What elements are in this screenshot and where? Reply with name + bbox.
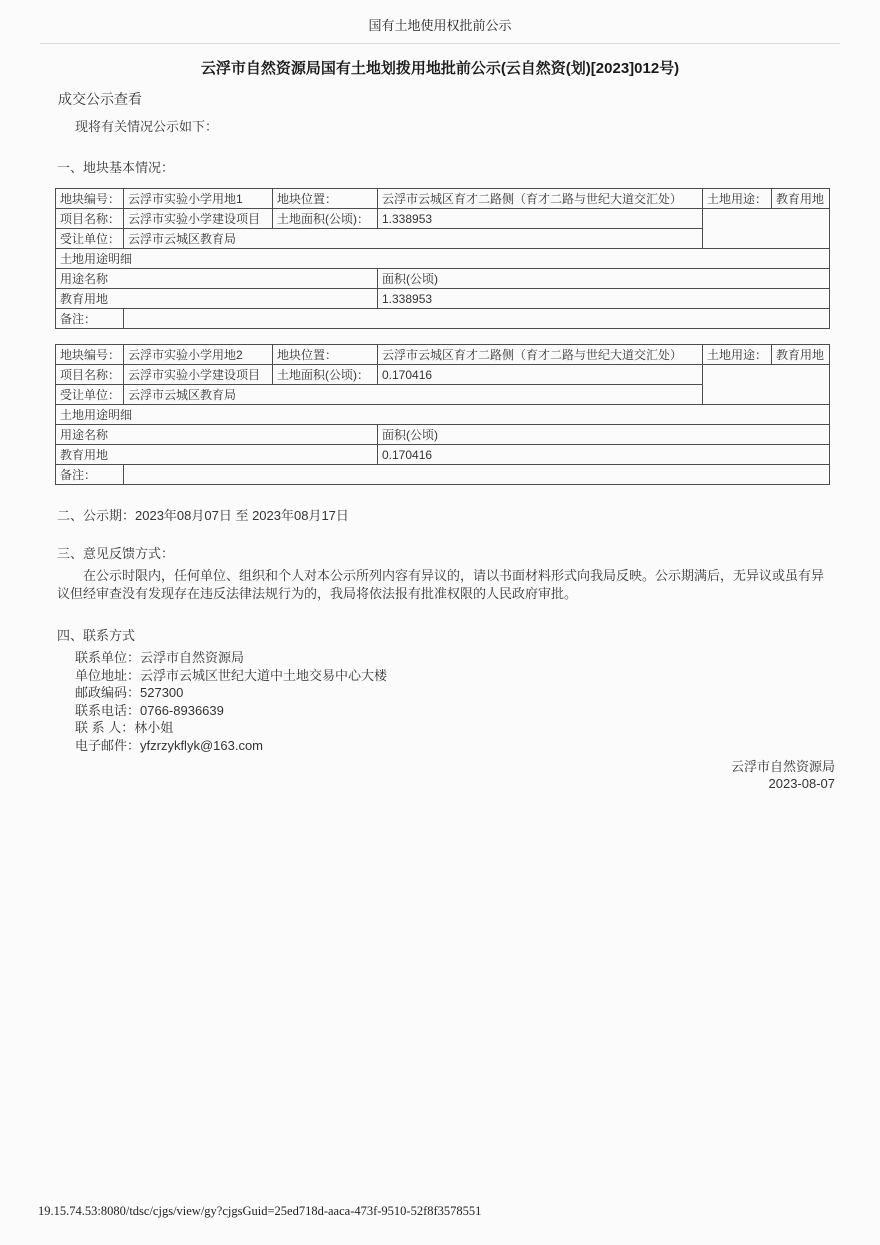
section-3-heading: 三、意见反馈方式： <box>57 546 175 561</box>
signature-block <box>0 758 835 793</box>
contact-email-line: 电子邮件：yfzrzykflyk@163.com <box>75 737 263 753</box>
empty-cell <box>703 209 830 249</box>
table-row <box>56 209 830 229</box>
grantee-value: 云浮市云城区教育局 <box>124 385 703 405</box>
use-name-header: 用途名称 <box>56 269 378 289</box>
project-name-value: 云浮市实验小学建设项目 <box>124 209 273 229</box>
project-name-value: 云浮市实验小学建设项目 <box>124 365 273 385</box>
detail-header-cell: 土地用途明细 <box>56 405 830 425</box>
grantee-label: 受让单位： <box>56 229 124 249</box>
remark-label: 备注： <box>56 465 124 485</box>
land-use-label: 土地用途： <box>703 189 772 209</box>
parcel-no-value: 云浮市实验小学用地2 <box>124 345 273 365</box>
table-row <box>56 345 830 365</box>
table-row <box>56 425 830 445</box>
area-label: 土地面积(公顷)： <box>273 365 378 385</box>
use-area-header: 面积(公顷) <box>378 425 830 445</box>
signature-org: 云浮市自然资源局 <box>730 758 835 774</box>
location-value: 云浮市云城区育才二路侧（育才二路与世纪大道交汇处） <box>378 345 703 365</box>
area-label: 土地面积(公顷)： <box>273 209 378 229</box>
intro-text: 现将有关情况公示如下： <box>75 119 219 134</box>
header-divider <box>40 43 840 44</box>
table-row <box>56 445 830 465</box>
remark-label: 备注： <box>56 309 124 329</box>
section-3-body: 在公示时限内，任何单位、组织和个人对本公示所列内容有异议的，请以书面材料形式向我局反映。公示期满后，无异议或虽有异议但经审查没有发现存在违反法律法规行为的，我局将依法报有批准权限的人民政府审批。 <box>57 568 825 601</box>
contact-postcode-line: 邮政编码：527300 <box>75 685 184 701</box>
grantee-value: 云浮市云城区教育局 <box>124 229 703 249</box>
table-row <box>56 309 830 329</box>
table-row <box>56 289 830 309</box>
use-area-header: 面积(公顷) <box>378 269 830 289</box>
print-footer-url: 19.15.74.53:8080/tdsc/cjgs/view/gy?cjgsGuid=25ed718d-aaca-473f-9510-52f8f3578551 <box>38 1204 482 1218</box>
land-use-value: 教育用地 <box>772 189 830 209</box>
table-row <box>56 405 830 425</box>
project-name-label: 项目名称： <box>56 365 124 385</box>
land-use-value: 教育用地 <box>772 345 830 365</box>
land-use-label: 土地用途： <box>703 345 772 365</box>
parcel-no-label: 地块编号： <box>56 345 124 365</box>
contact-block <box>75 649 880 755</box>
transaction-announcement-view-label: 成交公示查看 <box>58 91 142 107</box>
remark-value <box>124 309 830 329</box>
contact-address-line: 单位地址：云浮市云城区世纪大道中土地交易中心大楼 <box>75 667 388 683</box>
location-label: 地块位置： <box>273 189 378 209</box>
table-row <box>56 465 830 485</box>
location-label: 地块位置： <box>273 345 378 365</box>
section-1-heading: 一、地块基本情况： <box>57 160 175 175</box>
parcel-table-2 <box>55 344 830 485</box>
grantee-label: 受让单位： <box>56 385 124 405</box>
detail-use-name-value: 教育用地 <box>56 445 378 465</box>
print-header-title: 国有土地使用权批前公示 <box>368 18 512 33</box>
detail-header-cell: 土地用途明细 <box>56 249 830 269</box>
empty-cell <box>703 365 830 405</box>
contact-unit-line: 联系单位：云浮市自然资源局 <box>75 650 245 665</box>
section-2-heading: 二、公示期：2023年08月07日 至 2023年08月17日 <box>57 508 349 523</box>
contact-person-line: 联 系 人：林小姐 <box>75 720 174 736</box>
table-row <box>56 249 830 269</box>
area-value: 0.170416 <box>378 365 703 385</box>
project-name-label: 项目名称： <box>56 209 124 229</box>
detail-use-name-value: 教育用地 <box>56 289 378 309</box>
table-row <box>56 269 830 289</box>
parcel-no-label: 地块编号： <box>56 189 124 209</box>
section-4-heading: 四、联系方式 <box>57 628 136 643</box>
remark-value <box>124 465 830 485</box>
table-row <box>56 365 830 385</box>
contact-phone-line: 联系电话：0766-8936639 <box>75 702 224 718</box>
use-name-header: 用途名称 <box>56 425 378 445</box>
location-value: 云浮市云城区育才二路侧（育才二路与世纪大道交汇处） <box>378 189 703 209</box>
table-row <box>56 189 830 209</box>
parcel-table-1 <box>55 188 830 329</box>
parcel-no-value: 云浮市实验小学用地1 <box>124 189 273 209</box>
area-value: 1.338953 <box>378 209 703 229</box>
signature-date: 2023-08-07 <box>768 776 835 792</box>
page-title: 云浮市自然资源局国有土地划拨用地批前公示(云自然资(划)[2023]012号) <box>200 60 680 77</box>
detail-use-area-value: 0.170416 <box>378 445 830 465</box>
detail-use-area-value: 1.338953 <box>378 289 830 309</box>
